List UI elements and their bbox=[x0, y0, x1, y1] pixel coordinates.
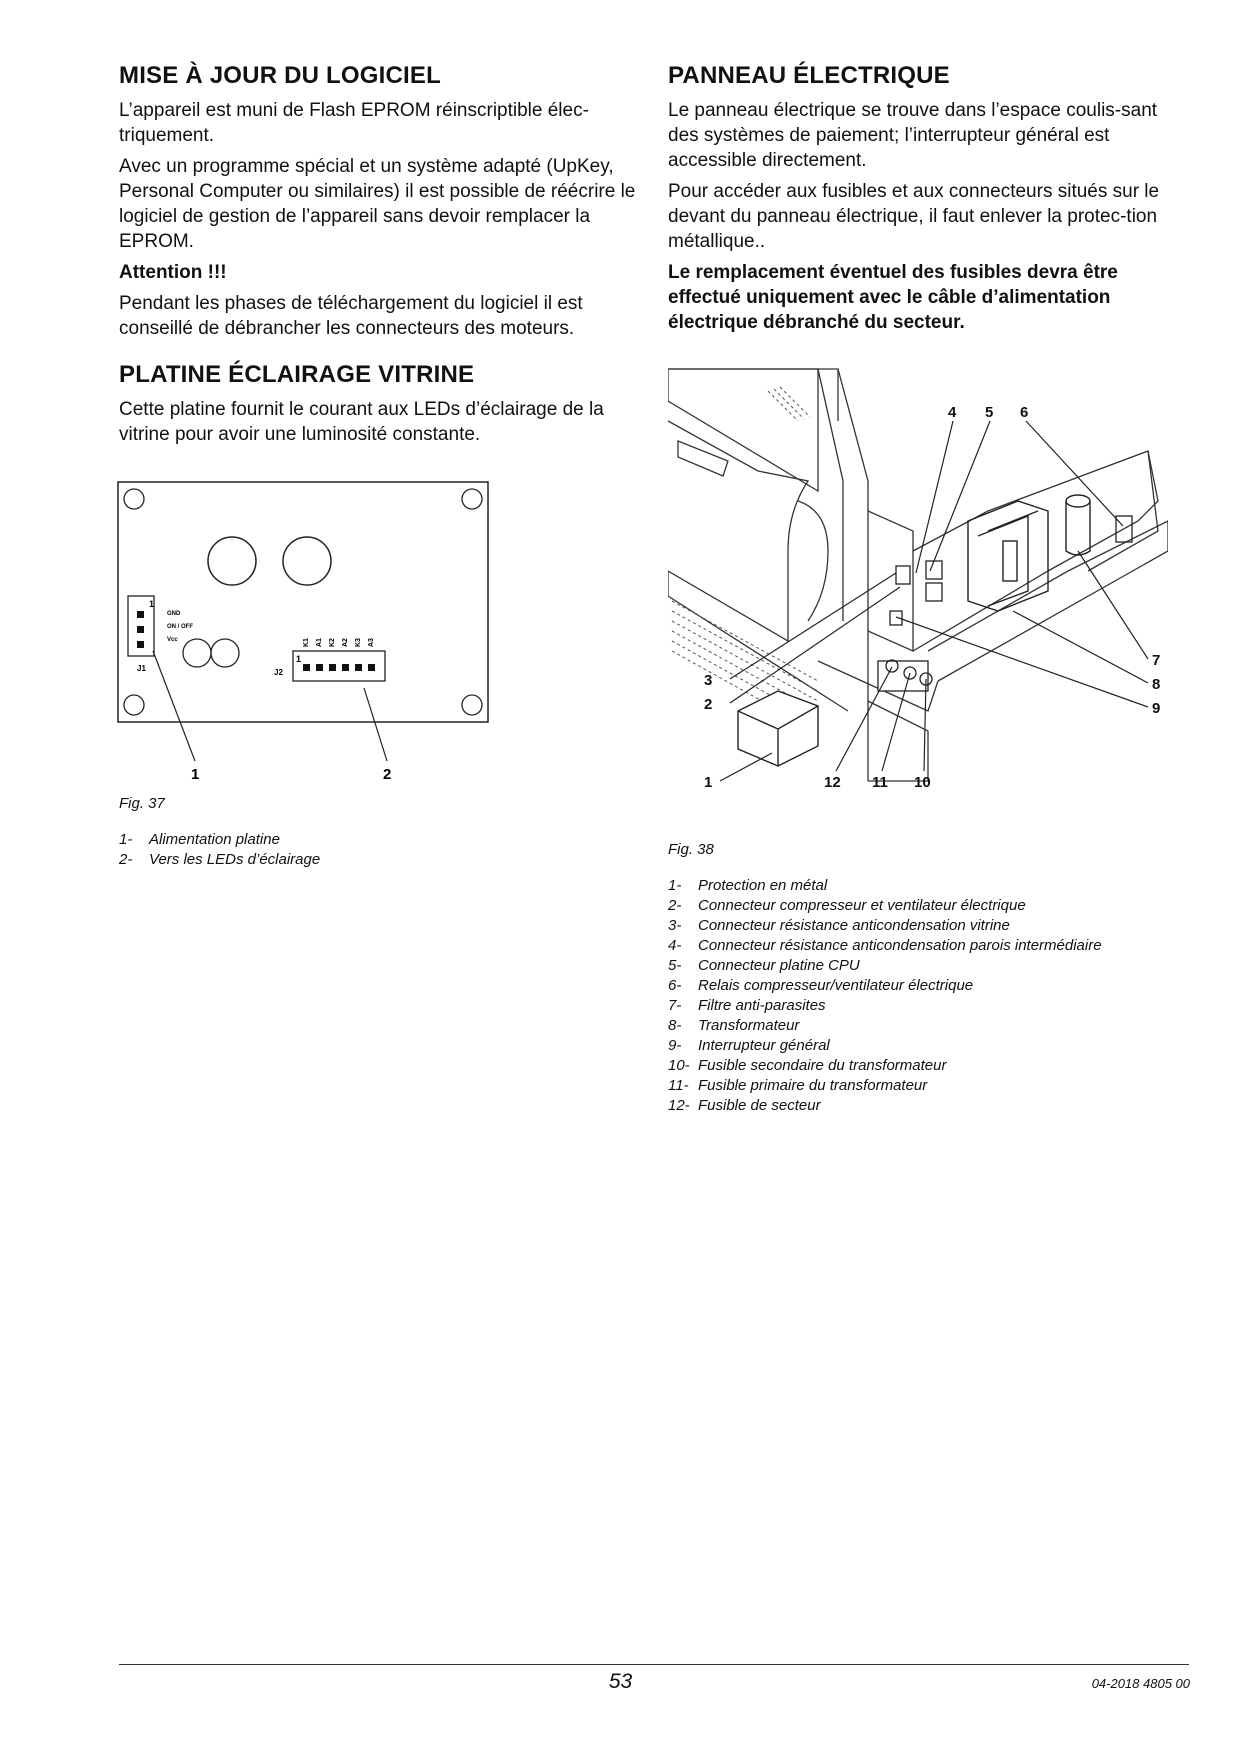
gnd-label: GND bbox=[167, 611, 181, 617]
heading-software-update: MISE À JOUR DU LOGICIEL bbox=[119, 62, 441, 89]
list-item: 2- Connecteur compresseur et ventilateur électrique bbox=[668, 897, 1026, 914]
footer-divider bbox=[119, 1664, 1189, 1665]
list-item: 9- Interrupteur général bbox=[668, 1037, 830, 1054]
callout-5: 5 bbox=[985, 404, 994, 421]
small-component bbox=[183, 639, 211, 667]
left-column bbox=[119, 62, 639, 870]
paragraph-special-program: Avec un programme spécial et un système adapté (UpKey, Personal Computer ou similaires) il est possible de réécrire le logiciel de gestion de l’appareil sans devoir remplacer la EPROM. bbox=[119, 156, 636, 252]
fuse-replacement-warning: Le remplacement éventuel des fusibles devra être effectué uniquement avec le câble d’alimentation électrique débranché du secteur. bbox=[668, 262, 1118, 333]
callout-1: 1 bbox=[191, 766, 200, 783]
document-code: 04-2018 4805 00 bbox=[1091, 1676, 1190, 1691]
list-item: 8- Transformateur bbox=[668, 1017, 800, 1034]
list-item: 3- Connecteur résistance anticondensation vitrine bbox=[668, 917, 1010, 934]
j2-pin1-label: 1 bbox=[296, 654, 302, 664]
figure-38-legend bbox=[668, 876, 1188, 1116]
mounting-hole bbox=[124, 695, 144, 715]
heading-electrical-panel: PANNEAU ÉLECTRIQUE bbox=[668, 62, 950, 89]
callout-9: 9 bbox=[1152, 700, 1161, 717]
paragraph-download-warning: Pendant les phases de téléchargement du logiciel il est conseillé de débrancher les connecteurs des moteurs. bbox=[119, 293, 583, 339]
list-item: 7- Filtre anti-parasites bbox=[668, 997, 826, 1014]
page-number: 53 bbox=[608, 1670, 633, 1693]
callout-8: 8 bbox=[1152, 676, 1161, 693]
mounting-hole bbox=[462, 695, 482, 715]
callout-4: 4 bbox=[948, 404, 957, 421]
mounting-hole bbox=[124, 489, 144, 509]
paragraph-flash-eprom: L’appareil est muni de Flash EPROM réinscriptible élec-triquement. bbox=[119, 100, 589, 146]
list-item: 6- Relais compresseur/ventilateur électrique bbox=[668, 977, 974, 994]
right-column bbox=[668, 62, 1188, 1116]
pin-label-a3: A3 bbox=[368, 638, 375, 647]
list-item: 11- Fusible primaire du transformateur bbox=[668, 1077, 928, 1094]
attention-label: Attention !!! bbox=[119, 262, 227, 283]
list-item: 12- Fusible de secteur bbox=[668, 1097, 821, 1114]
list-item: 1- Alimentation platine bbox=[119, 831, 280, 848]
small-component bbox=[211, 639, 239, 667]
figure-37-legend bbox=[119, 830, 639, 870]
figure-37-caption: Fig. 37 bbox=[119, 795, 165, 812]
figure-37-pcb-diagram bbox=[117, 481, 497, 801]
pin-label-k3: K3 bbox=[355, 638, 362, 647]
list-item: 5- Connecteur platine CPU bbox=[668, 957, 860, 974]
paragraph-lighting-board: Cette platine fournit le courant aux LEDs d’éclairage de la vitrine pour avoir une luminosité constante. bbox=[119, 399, 604, 445]
j1-pin1-label: 1 bbox=[149, 599, 155, 609]
paragraph-fuse-access: Pour accéder aux fusibles et aux connecteurs situés sur le devant du panneau électrique, il faut enlever la protec-tion métallique.. bbox=[668, 181, 1160, 252]
mounting-hole bbox=[462, 489, 482, 509]
callout-6: 6 bbox=[1020, 404, 1029, 421]
callout-1: 1 bbox=[704, 774, 713, 791]
large-capacitor bbox=[208, 537, 256, 585]
list-item: 2- Vers les LEDs d’éclairage bbox=[119, 851, 321, 868]
list-item: 1- Protection en métal bbox=[668, 877, 828, 894]
onoff-label: ON / OFF bbox=[167, 624, 193, 630]
callout-2: 2 bbox=[383, 766, 392, 783]
pin-label-a1: A1 bbox=[316, 638, 323, 647]
callout-7: 7 bbox=[1152, 652, 1161, 669]
j2-label: J2 bbox=[274, 668, 283, 677]
list-item: 4- Connecteur résistance anticondensation parois intermédiaire bbox=[668, 937, 1102, 954]
callout-12: 12 bbox=[824, 774, 841, 791]
pcb-outline bbox=[118, 482, 488, 722]
heading-showcase-lighting-board: PLATINE ÉCLAIRAGE VITRINE bbox=[119, 361, 475, 388]
callout-11: 11 bbox=[872, 774, 888, 791]
list-item: 10- Fusible secondaire du transformateur bbox=[668, 1057, 947, 1074]
callout-10: 10 bbox=[914, 774, 931, 791]
figure-38-caption: Fig. 38 bbox=[668, 841, 714, 858]
pin-label-k1: K1 bbox=[303, 638, 310, 647]
pin-label-a2: A2 bbox=[342, 638, 349, 647]
pin-label-k2: K2 bbox=[329, 638, 336, 647]
callout-3: 3 bbox=[704, 672, 713, 689]
large-capacitor bbox=[283, 537, 331, 585]
figure-38-electrical-panel-diagram bbox=[668, 361, 1168, 831]
callout-2: 2 bbox=[704, 696, 713, 713]
paragraph-panel-location: Le panneau électrique se trouve dans l’espace coulis-sant des systèmes de paiement; l’interrupteur général est accessible directement. bbox=[668, 100, 1158, 171]
j1-label: J1 bbox=[137, 664, 146, 673]
vcc-label: Vcc bbox=[167, 637, 178, 643]
